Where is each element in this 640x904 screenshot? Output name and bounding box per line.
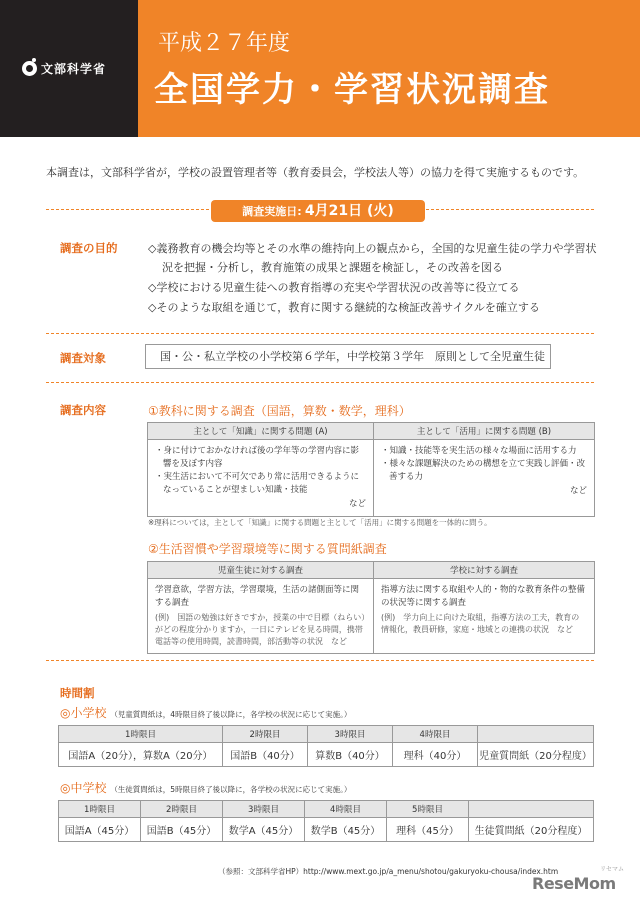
knowledge-item: ・身に付けておかなければ後の学年等の学習内容に影響を及ぼす内容 xyxy=(155,446,360,469)
subject-cell: 国語A（45分） xyxy=(59,818,141,842)
junior-timetable xyxy=(58,800,594,842)
junior-note: （生徒質問紙は，5時限目終了後以降に，各学校の状況に応じて実施。） xyxy=(110,785,352,794)
period-header: 3時限目 xyxy=(308,726,393,743)
date-value: 4月21日 (火) xyxy=(304,203,394,219)
student-survey-example: (例) 国語の勉強は好きですか，授業の中で目標（ねらい）がどの程度分かりますか，一日にテレビを見る時間，携帯電話等の使用時間，読書時間，部活動等の状況 など xyxy=(155,613,366,646)
col-application-header: 主として「活用」に関する問題 (B) xyxy=(374,423,595,440)
section-divider xyxy=(46,382,594,383)
date-label: 調査実施日: xyxy=(242,205,302,218)
table-row xyxy=(59,818,594,842)
subject-cell: 数学A（45分） xyxy=(223,818,305,842)
period-header: 1時限目 xyxy=(59,801,141,818)
col-student-header: 児童生徒に対する調査 xyxy=(148,562,374,579)
target-box: 国・公・私立学校の小学校第６学年，中学校第３学年 原則として全児童生徒 xyxy=(145,344,551,369)
page-title: 全国学力・学習状況調査 xyxy=(154,70,550,110)
target-label: 調査対象 xyxy=(60,351,106,365)
period-header: 4時限目 xyxy=(393,726,478,743)
intro-text: 本調査は，文部科学省が，学校の設置管理者等（教育委員会，学校法人等）の協力を得て実施するものです。 xyxy=(46,166,585,179)
col-knowledge-header: 主として「知識」に関する問題 (A) xyxy=(148,423,374,440)
purpose-item: ◇義務教育の機会均等とその水準の維持向上の観点から，全国的な児童生徒の学力や学習状況を把握・分析し，教育施策の成果と課題を検証し，その改善を図る xyxy=(148,242,597,274)
application-item: ・知識・技能等を実生活の様々な場面に活用する力 xyxy=(381,446,577,456)
elementary-heading xyxy=(60,704,351,721)
knowledge-cell xyxy=(148,440,374,517)
period-header xyxy=(478,726,594,743)
elementary-note: （児童質問紙は，4時限目終了後以降に，各学校の状況に応じて実施。） xyxy=(110,710,352,719)
header-banner xyxy=(0,0,640,137)
date-badge xyxy=(211,200,425,222)
junior-title: ◎中学校 xyxy=(60,781,107,795)
mext-logo-text: 文部科学省 xyxy=(41,62,107,76)
subject-cell: 国語A（20分），算数A（20分） xyxy=(59,743,223,767)
subject-cell: 数学B（45分） xyxy=(305,818,387,842)
brand-kana: リセマム xyxy=(600,866,624,873)
timetable-label: 時間割 xyxy=(60,686,95,700)
questionnaire-table xyxy=(147,561,595,654)
period-header: 2時限目 xyxy=(223,726,308,743)
etc-text: など xyxy=(348,499,366,509)
header-subtitle: 平成２７年度 xyxy=(158,31,291,56)
period-header xyxy=(469,801,594,818)
period-header: 3時限目 xyxy=(223,801,305,818)
subject-cell: 生徒質問紙（20分程度） xyxy=(469,818,594,842)
school-survey-example: (例) 学力向上に向けた取組，指導方法の工夫，教育の情報化，教員研修，家庭・地域との連携の状況 など xyxy=(381,613,580,634)
content-label: 調査内容 xyxy=(60,403,106,417)
purpose-item: ◇そのような取組を通じて，教育に関する継続的な検証改善サイクルを確立する xyxy=(148,301,540,314)
col-school-header: 学校に対する調査 xyxy=(374,562,595,579)
application-item: ・様々な課題解決のための構想を立て実践し評価・改善する力 xyxy=(381,459,586,482)
application-cell xyxy=(374,440,595,517)
subject-cell: 理科（40分） xyxy=(393,743,478,767)
period-header: 5時限目 xyxy=(387,801,469,818)
subject-cell: 理科（45分） xyxy=(387,818,469,842)
subject-cell: 児童質問紙（20分程度） xyxy=(478,743,594,767)
subject-survey-table xyxy=(147,422,595,517)
reference-link[interactable]: （参照：文部科学省HP）http://www.mext.go.jp/a_menu/shotou/gakuryoku-chousa/index.htm xyxy=(218,867,559,876)
school-survey-text: 指導方法に関する取組や人的・物的な教育条件の整備の状況等に関する調査 xyxy=(381,585,586,608)
student-survey-text: 学習意欲，学習方法，学習環境，生活の諸側面等に関する調査 xyxy=(155,585,360,608)
section-divider xyxy=(46,333,594,334)
questionnaire-heading: ②生活習慣や学習環境等に関する質問紙調査 xyxy=(148,542,387,556)
table-row xyxy=(59,801,594,818)
period-header: 2時限目 xyxy=(141,801,223,818)
period-header: 1時限目 xyxy=(59,726,223,743)
school-survey-cell xyxy=(374,579,595,654)
purpose-list xyxy=(148,239,598,318)
subject-survey-heading: ①教科に関する調査（国語，算数・数学，理科） xyxy=(148,404,411,418)
etc-text: など xyxy=(569,486,587,496)
purpose-label: 調査の目的 xyxy=(60,241,118,255)
subject-cell: 国語B（40分） xyxy=(223,743,308,767)
purpose-item: ◇学校における児童生徒への教育指導の充実や学習状況の改善等に役立てる xyxy=(148,281,520,294)
resemom-logo: ReseMom xyxy=(532,874,616,893)
mext-logo-icon xyxy=(22,61,37,76)
student-survey-cell xyxy=(148,579,374,654)
period-header: 4時限目 xyxy=(305,801,387,818)
elementary-title: ◎小学校 xyxy=(60,706,107,720)
science-note: ※理科については，主として「知識」に関する問題と主として「活用」に関する問題を一体的に問う。 xyxy=(148,518,492,527)
junior-heading xyxy=(60,779,351,796)
mext-logo xyxy=(22,60,106,77)
table-row xyxy=(59,726,594,743)
subject-cell: 国語B（45分） xyxy=(141,818,223,842)
subject-cell: 算数B（40分） xyxy=(308,743,393,767)
elementary-timetable xyxy=(58,725,594,767)
knowledge-item: ・実生活において不可欠であり常に活用できるようになっていることが望ましい知識・技能 xyxy=(155,472,360,495)
section-divider xyxy=(46,660,594,661)
table-row xyxy=(59,743,594,767)
